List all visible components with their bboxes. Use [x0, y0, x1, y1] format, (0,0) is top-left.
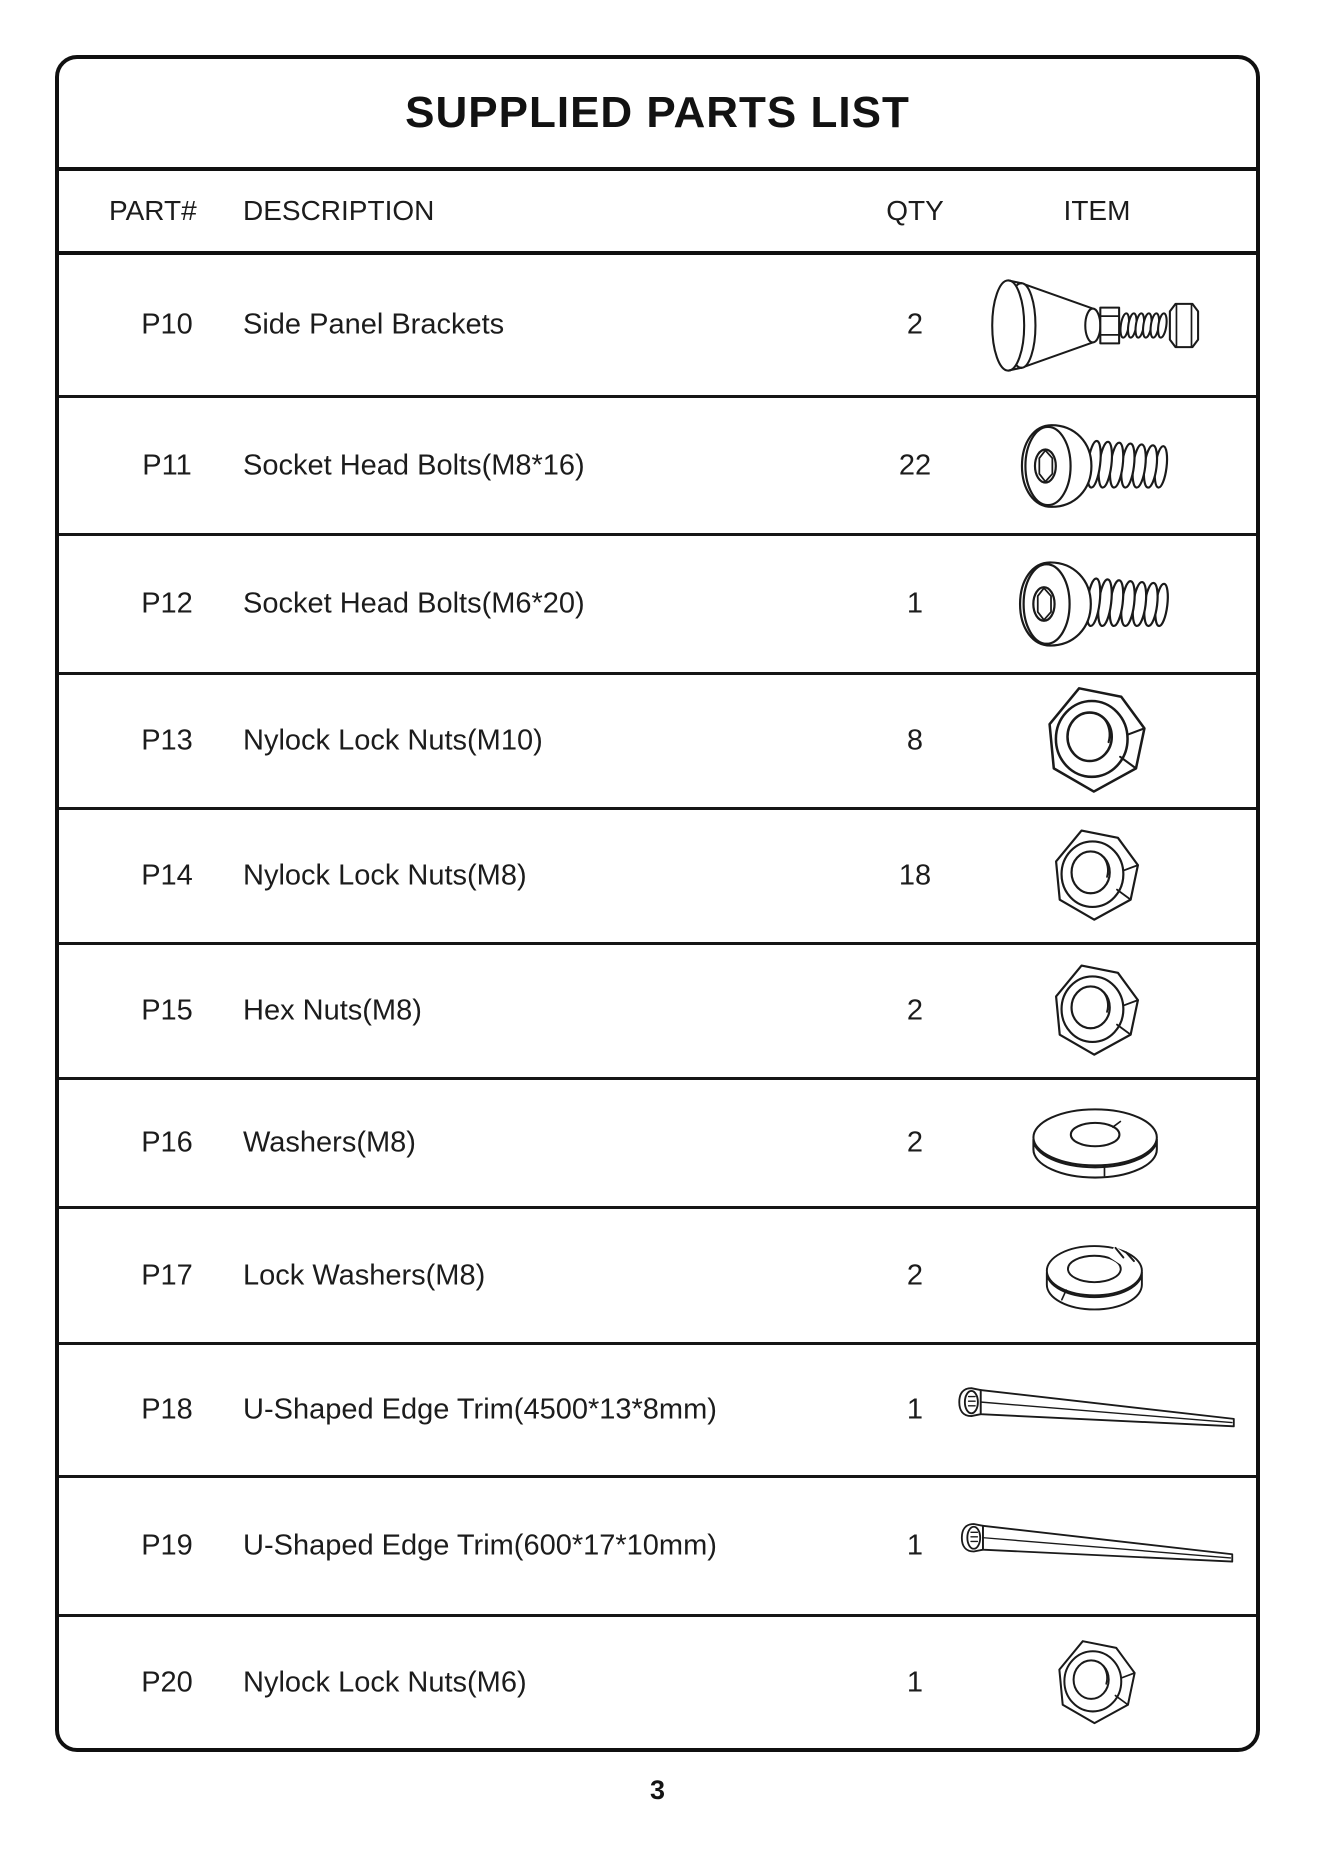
- table-row: [59, 945, 1256, 1080]
- table-row: [59, 398, 1256, 536]
- socket-bolt-icon: [947, 398, 1247, 533]
- page-number: 3: [649, 1775, 666, 1805]
- page-title: SUPPLIED PARTS LIST: [405, 88, 910, 137]
- table-row: [59, 810, 1256, 945]
- part-number: P15: [141, 994, 193, 1027]
- part-number: P20: [141, 1666, 193, 1698]
- part-qty: 2: [906, 1126, 924, 1159]
- table-row: [59, 536, 1256, 675]
- part-qty: 22: [898, 449, 932, 481]
- part-number: P14: [141, 859, 193, 892]
- part-description: Socket Head Bolts(M6*20): [243, 587, 585, 620]
- part-qty: 2: [906, 1259, 924, 1291]
- part-description: Side Panel Brackets: [243, 308, 505, 341]
- part-description: Socket Head Bolts(M8*16): [243, 449, 585, 481]
- table-row: [59, 1478, 1256, 1617]
- table-row: [59, 1345, 1256, 1478]
- table-row: [59, 1080, 1256, 1209]
- part-qty: 18: [898, 859, 932, 892]
- part-description: U-Shaped Edge Trim(600*17*10mm): [243, 1529, 717, 1562]
- part-qty: 2: [906, 994, 924, 1027]
- part-qty: 1: [906, 1666, 924, 1698]
- title-block: [59, 59, 1256, 171]
- parts-table-frame: [55, 55, 1260, 1752]
- part-description: Nylock Lock Nuts(M10): [243, 724, 543, 757]
- part-description: Washers(M8): [243, 1126, 416, 1159]
- part-number: P16: [141, 1126, 193, 1159]
- part-description: Hex Nuts(M8): [243, 994, 422, 1027]
- washer-icon: [947, 1080, 1247, 1206]
- part-description: Nylock Lock Nuts(M6): [243, 1666, 527, 1698]
- part-qty: 1: [906, 587, 924, 620]
- part-number: P18: [141, 1393, 193, 1426]
- table-header: [59, 171, 1256, 255]
- table-row: [59, 255, 1256, 398]
- hex-nut-icon: [947, 945, 1247, 1077]
- hex-nut-icon: [947, 675, 1247, 807]
- part-number: P10: [141, 308, 193, 341]
- part-description: Nylock Lock Nuts(M8): [243, 859, 527, 892]
- part-number: P13: [141, 724, 193, 757]
- part-description: Lock Washers(M8): [243, 1259, 486, 1291]
- edge-trim-icon: [947, 1478, 1247, 1614]
- part-number: P11: [142, 449, 192, 481]
- header-item: ITEM: [1063, 195, 1131, 226]
- edge-trim-icon: [947, 1345, 1247, 1475]
- part-qty: 1: [906, 1393, 924, 1426]
- header-description: DESCRIPTION: [243, 195, 435, 226]
- part-number: P19: [141, 1529, 193, 1562]
- part-description: U-Shaped Edge Trim(4500*13*8mm): [243, 1393, 717, 1426]
- table-row: [59, 1617, 1256, 1748]
- part-number: P12: [141, 587, 193, 620]
- hex-nut-icon: [947, 810, 1247, 942]
- part-number: P17: [141, 1259, 193, 1291]
- header-qty: QTY: [886, 195, 944, 226]
- lock-washer-icon: [947, 1209, 1247, 1342]
- socket-bolt-icon: [947, 536, 1247, 672]
- knob-bolt-icon: [947, 255, 1247, 395]
- header-part: PART#: [109, 195, 197, 226]
- part-qty: 1: [906, 1529, 924, 1562]
- table-row: [59, 675, 1256, 810]
- part-qty: 8: [906, 724, 924, 757]
- part-qty: 2: [906, 308, 924, 341]
- hex-nut-icon: [947, 1617, 1247, 1748]
- table-row: [59, 1209, 1256, 1345]
